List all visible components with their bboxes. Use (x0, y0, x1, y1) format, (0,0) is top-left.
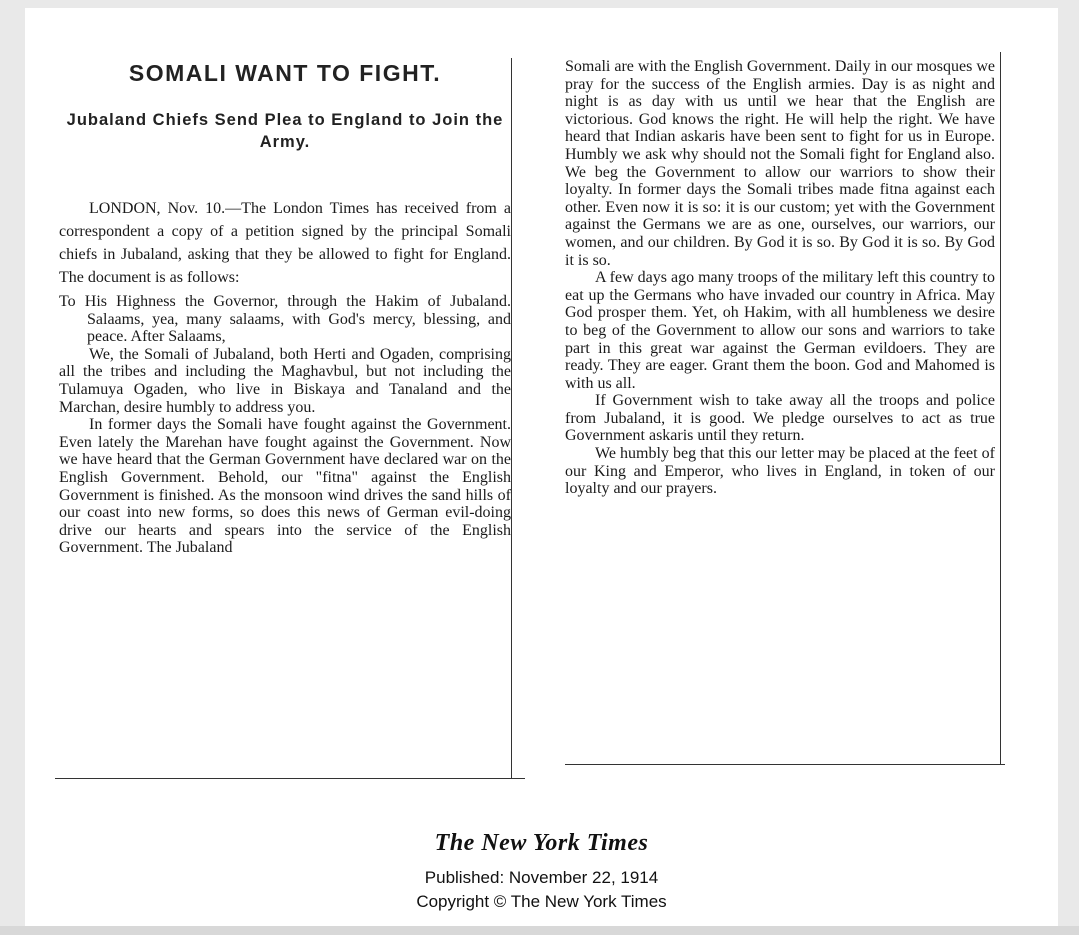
body-paragraph-right-2: A few days ago many troops of the military left this country to eat up the Germans who have invaded our country in Africa. May God prosper them. Yet, oh Hakim, with all humbleness we desire to beg of the Government to allow our sons and warriors to take part in this great war against the German evildoers. They are ready. They are eager. Grant them the boon. God and Mahomed is with us all. (565, 269, 995, 392)
column-rule-right (1000, 52, 1001, 764)
newspaper-clipping (25, 8, 1058, 926)
body-paragraph-right-1: Somali are with the English Government. Daily in our mosques we pray for the success of the English armies. Day is as night and night is as day with us until we hear that the English are victorious. God knows the right. He will help the right. We have heard that Indian askaris have been sent to fight for us in Europe. Humbly we ask why should not the Somali fight for England also. We beg the Government to allow our warriors to show their loyalty. In former days the Somali tribes made fitna against each other. Even now it is so: it is our custom; yet with the Government against the Germans we are as one, ourselves, our warriors, our women, and our children. By God it is so. By God it is so. By God it is so. (565, 58, 995, 269)
body-paragraph-right-4: We humbly beg that this our letter may be placed at the feet of our King and Emperor, who lives in England, in token of our loyalty and our prayers. (565, 445, 995, 498)
nyt-masthead-logo: The New York Times (434, 830, 649, 856)
dateline-paragraph: LONDON, Nov. 10.—The London Times has received from a correspondent a copy of a petition signed by the principal Somali chiefs in Jubaland, asking that they be allowed to fight for England. The document is as follows: (59, 200, 511, 286)
column-bottom-rule-right (565, 764, 1005, 765)
column-bottom-rule-left (55, 778, 525, 779)
body-paragraph-left-1: We, the Somali of Jubaland, both Herti and Ogaden, comprising all the tribes and including the Maghavbul, but not including the Tulamuya Ogaden, who live in Biskaya and Tanaland and the Marchan, desire humbly to address you. (59, 345, 511, 416)
column-rule-left (511, 58, 512, 778)
body-paragraph-right-3: If Government wish to take away all the troops and police from Jubaland, it is good. We pledge ourselves to act as true Government askaris until they return. (565, 392, 995, 445)
body-paragraph-left-2: In former days the Somali have fought against the Government. Even lately the Marehan have fought against the Government. Now we have heard that the German Government have declared war on the English Government. Behold, our "fitna" against the English Government is finished. As the monsoon wind drives the sand hills of our coast into new forms, so does this news of German evil-doing drive our hearts and spears into the service of the English Government. The Jubaland (59, 416, 511, 557)
right-column (565, 8, 995, 498)
article-headline: SOMALI WANT TO FIGHT. (128, 60, 442, 86)
salutation-paragraph: To His Highness the Governor, through the Hakim of Jubaland. Salaams, yea, many salaams, with God's mercy, blessing, and peace. After Salaams, (59, 293, 511, 346)
left-column (59, 8, 511, 557)
bottom-bar (0, 926, 1079, 935)
article-subhead: Jubaland Chiefs Send Plea to England to Join the Army. (66, 111, 504, 151)
copyright-notice: Copyright © The New York Times (416, 892, 667, 911)
published-date: Published: November 22, 1914 (424, 868, 659, 887)
